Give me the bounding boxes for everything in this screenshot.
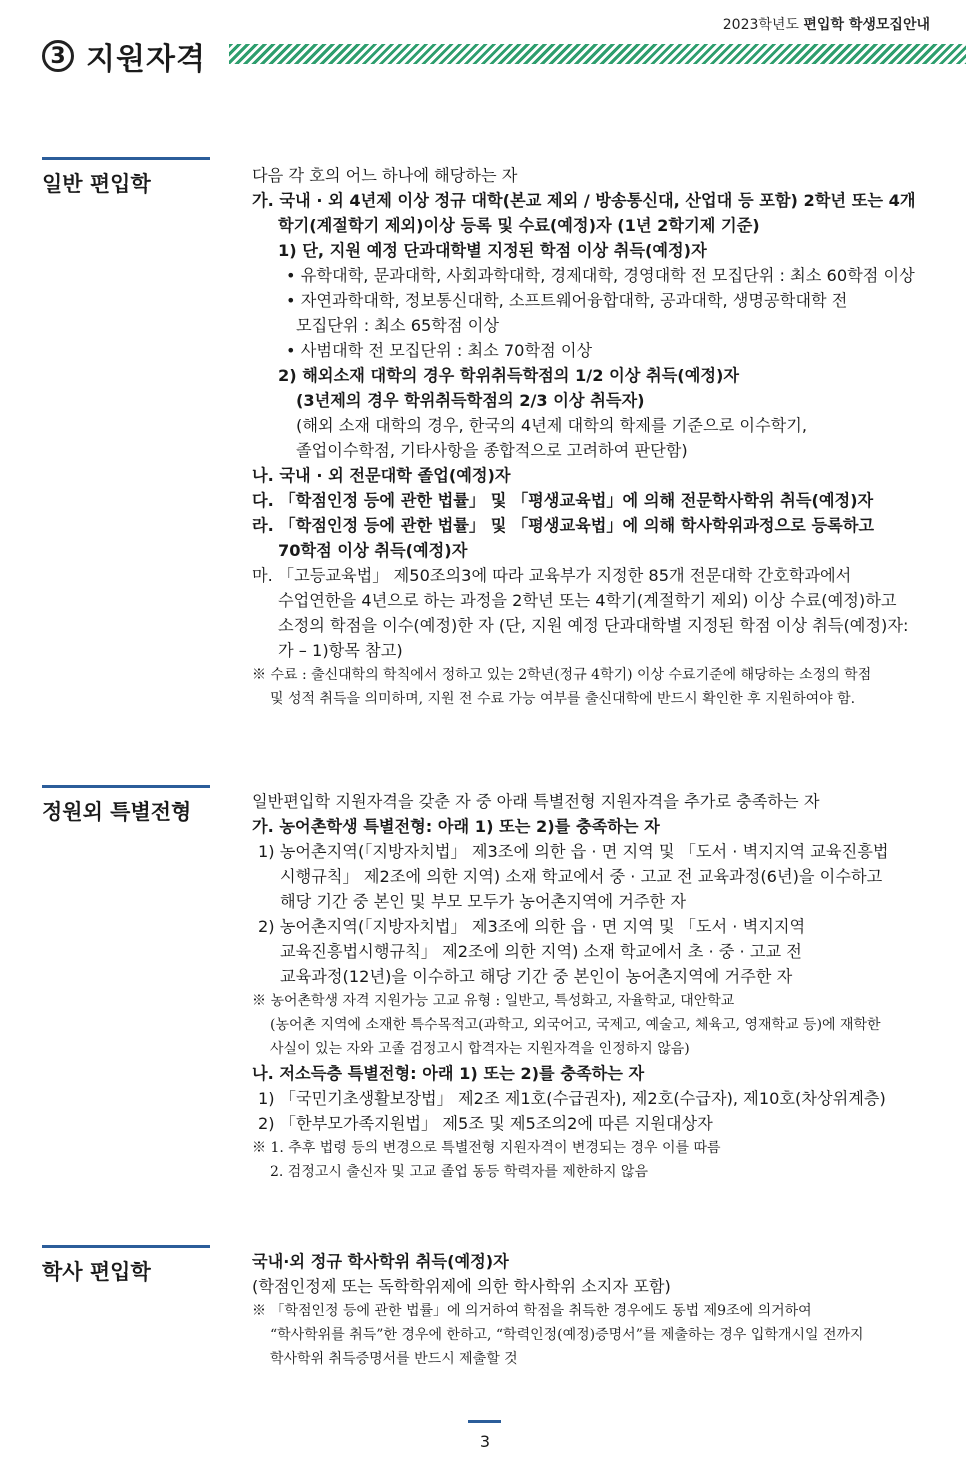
general-ra1: 라. 「학점인정 등에 관한 법률」 및 「평생교육법」에 의해 학사학위과정으로 등록하고 <box>252 516 875 535</box>
general-ga-item2d: 졸업이수학점, 기타사항을 종합적으로 고려하여 판단함) <box>296 441 688 460</box>
header-year: 2023학년도 <box>722 17 799 33</box>
general-note1: ※ 수료 : 출신대학의 학칙에서 정하고 있는 2학년(정규 4학기) 이상 수료기준에 해당하는 소정의 학점 <box>252 667 872 683</box>
general-transfer-content <box>252 163 932 711</box>
general-ga-line1: 가. 국내 · 외 4년제 이상 정규 대학(본교 제외 / 방송통신대, 산업대 등 포함) 2학년 또는 4개 <box>252 191 916 210</box>
page-number-accent <box>468 1420 501 1423</box>
section-heading <box>42 34 206 78</box>
general-ga-bullet2b: 모집단위 : 최소 65학점 이상 <box>296 316 500 335</box>
bachelor-note3: 학사학위 취득증명서를 반드시 제출할 것 <box>270 1351 518 1367</box>
label-general-transfer: 일반 편입학 <box>42 157 210 198</box>
bachelor-transfer-content <box>252 1249 932 1371</box>
general-ga-bullet3: • 사범대학 전 모집단위 : 최소 70학점 이상 <box>286 341 593 360</box>
special-intro: 일반편입학 지원자격을 갖춘 자 중 아래 특별전형 지원자격을 추가로 충족하는 자 <box>252 792 820 811</box>
section-title: 지원자격 <box>86 42 206 77</box>
general-note2: 및 성적 취득을 의미하며, 지원 전 수료 가능 여부를 출신대학에 반드시 확인한 후 지원하여야 함. <box>270 691 856 707</box>
bachelor-note2: “학사학위를 취득”한 경우에 한하고, “학력인정(예정)증명서”를 제출하는 경우 입학개시일 전까지 <box>270 1327 864 1343</box>
bachelor-line1: 국내·외 정규 학사학위 취득(예정)자 <box>252 1252 509 1271</box>
general-ma2: 수업연한을 4년으로 하는 과정을 2학년 또는 4학기(계절학기 제외) 이상 수료(예정)하고 <box>278 591 897 610</box>
general-ga-bullet1: • 유학대학, 문과대학, 사회과학대학, 경제대학, 경영대학 전 모집단위 : 최소 60학점 이상 <box>286 266 915 285</box>
special-na-note1: ※ 1. 추후 법령 등의 변경으로 특별전형 지원자격이 변경되는 경우 이를 따름 <box>252 1140 721 1156</box>
section-number-badge: 3 <box>42 40 74 72</box>
special-ga2-c: 교육과정(12년)을 이수하고 해당 기간 중 본인이 농어촌지역에 거주한 자 <box>280 967 793 986</box>
general-ma3: 소정의 학점을 이수(예정)한 자 (단, 지원 예정 단과대학별 지정된 학점 이상 취득(예정)자: <box>278 616 909 635</box>
special-na-note2: 2. 검정고시 출신자 및 고교 졸업 동등 학력자를 제한하지 않음 <box>270 1164 648 1180</box>
general-na: 나. 국내 · 외 전문대학 졸업(예정)자 <box>252 466 511 485</box>
special-ga1-a: 1) 농어촌지역(「지방자치법」 제3조에 의한 읍 · 면 지역 및 「도서 · 벽지지역 교육진흥법 <box>258 842 889 861</box>
general-ma4: 가 – 1)항목 참고) <box>278 641 403 660</box>
special-na-title: 나. 저소득층 특별전형: 아래 1) 또는 2)를 충족하는 자 <box>252 1064 645 1083</box>
general-intro: 다음 각 호의 어느 하나에 해당하는 자 <box>252 166 518 185</box>
general-ma1: 마. 「고등교육법」 제50조의3에 따라 교육부가 지정한 85개 전문대학 간호학과에서 <box>252 566 852 585</box>
special-ga1-c: 해당 기간 중 본인 및 부모 모두가 농어촌지역에 거주한 자 <box>280 892 686 911</box>
special-ga2-a: 2) 농어촌지역(「지방자치법」 제3조에 의한 읍 · 면 지역 및 「도서 · 벽지지역 <box>258 917 806 936</box>
special-na1: 1) 「국민기초생활보장법」 제2조 제1호(수급권자), 제2호(수급자), 제10호(차상위계층) <box>258 1089 886 1108</box>
document-header <box>723 14 930 34</box>
special-admission-content <box>252 789 932 1184</box>
special-na2: 2) 「한부모가족지원법」 제5조 및 제5조의2에 따른 지원대상자 <box>258 1114 713 1133</box>
bachelor-line2: (학점인정제 또는 독학학위제에 의한 학사학위 소지자 포함) <box>252 1277 671 1296</box>
general-ga-bullet2a: • 자연과학대학, 정보통신대학, 소프트웨어융합대학, 공과대학, 생명공학대학 전 <box>286 291 848 310</box>
special-ga2-b: 교육진흥법시행규칙」 제2조에 의한 지역) 소재 학교에서 초 · 중 · 고교 전 <box>280 942 802 961</box>
header-title: 편입학 학생모집안내 <box>803 17 930 33</box>
general-ga-item2c: (해외 소재 대학의 경우, 한국의 4년제 대학의 학제를 기준으로 이수학기, <box>296 416 808 435</box>
special-ga1-b: 시행규칙」 제2조에 의한 지역) 소재 학교에서 중 · 고교 전 교육과정(6년)을 이수하고 <box>280 867 883 886</box>
general-ga-item2b: (3년제의 경우 학위취득학점의 2/3 이상 취득자) <box>296 391 645 410</box>
bachelor-note1: ※ 「학점인정 등에 관한 법률」에 의거하여 학점을 취득한 경우에도 동법 제9조에 의거하여 <box>252 1303 812 1319</box>
label-bachelor-transfer: 학사 편입학 <box>42 1245 210 1286</box>
general-ga-item1: 1) 단, 지원 예정 단과대학별 지정된 학점 이상 취득(예정)자 <box>278 241 707 260</box>
page-number: 3 <box>479 1432 491 1451</box>
general-ra2: 70학점 이상 취득(예정)자 <box>278 541 468 560</box>
general-ga-item2a: 2) 해외소재 대학의 경우 학위취득학점의 1/2 이상 취득(예정)자 <box>278 366 739 385</box>
special-ga-title: 가. 농어촌학생 특별전형: 아래 1) 또는 2)를 충족하는 자 <box>252 817 660 836</box>
decorative-stripe <box>229 44 966 64</box>
special-ga-note1: ※ 농어촌학생 자격 지원가능 고교 유형 : 일반고, 특성화고, 자율학교, 대안학교 <box>252 993 735 1009</box>
general-da: 다. 「학점인정 등에 관한 법률」 및 「평생교육법」에 의해 전문학사학위 취득(예정)자 <box>252 491 874 510</box>
special-ga-note2: (농어촌 지역에 소재한 특수목적고(과학고, 외국어고, 국제고, 예술고, 체육고, 영재학교 등)에 재학한 <box>270 1017 881 1033</box>
special-ga-note3: 사실이 있는 자와 고졸 검정고시 합격자는 지원자격을 인정하지 않음) <box>270 1041 690 1057</box>
general-ga-line2: 학기(계절학기 제외)이상 등록 및 수료(예정)자 (1년 2학기제 기준) <box>278 216 760 235</box>
label-special-admission: 정원외 특별전형 <box>42 785 210 826</box>
